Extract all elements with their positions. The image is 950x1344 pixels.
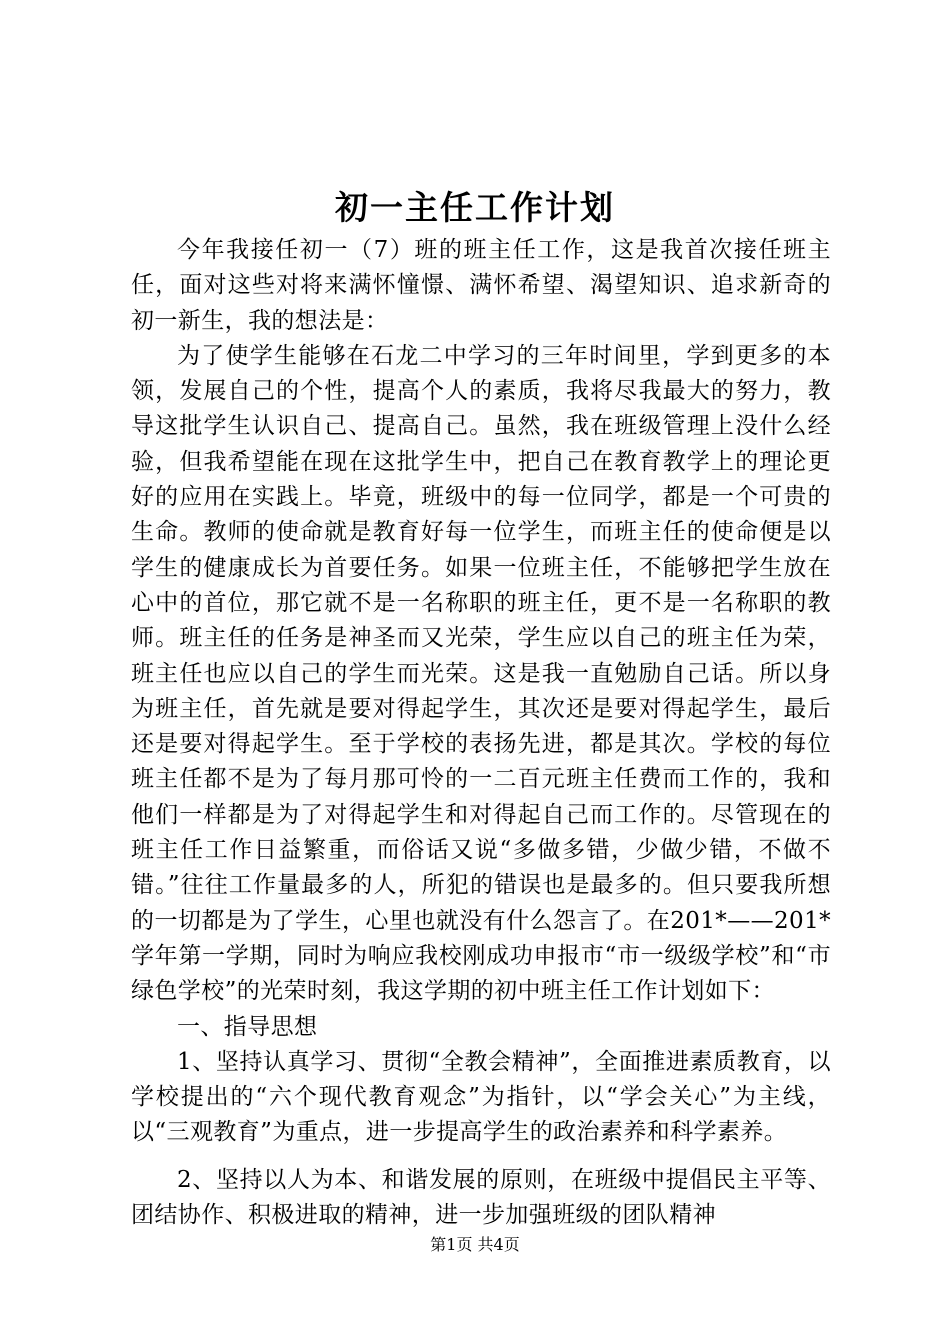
document-body xyxy=(131,233,831,1233)
paragraph-item-1: 1、坚持认真学习、贯彻“全教会精神”，全面推进素质教育，以学校提出的“六个现代教育观念”为指针，以“学会关心”为主线，以“三观教育”为重点，进一步提高学生的政治素养和科学素养。 xyxy=(131,1048,831,1146)
paragraph-main: 为了使学生能够在石龙二中学习的三年时间里，学到更多的本领，发展自己的个性，提高个人的素质，我将尽我最大的努力，教导这批学生认识自己、提高自己。虽然，我在班级管理上没什么经验，但我希望能在现在这批学生中，把自己在教育教学上的理论更好的应用在实践上。毕竟，班级中的每一位同学，都是一个可贵的生命。教师的使命就是教育好每一位学生，而班主任的使命便是以学生的健康成长为首要任务。如果一位班主任，不能够把学生放在心中的首位，那它就不是一名称职的班主任，更不是一名称职的教师。班主任的任务是神圣而又光荣，学生应以自己的班主任为荣，班主任也应以自己的学生而光荣。这是我一直勉励自己话。所以身为班主任，首先就是要对得起学生，其次还是要对得起学生，最后还是要对得起学生。至于学校的表扬先进，都是其次。学校的每位班主任都不是为了每月那可怜的一二百元班主任费而工作的，我和他们一样都是为了对得起学生和对得起自己而工作的。尽管现在的班主任工作日益繁重，而俗话又说“多做多错，少做少错，不做不错。”往往工作量最多的人，所犯的错误也是最多的。但只要我所想的一切都是为了学生，心里也就没有什么怨言了。在201*——201*学年第一学期，同时为响应我校刚成功申报市“市一级级学校”和“市绿色学校”的光荣时刻，我这学期的初中班主任工作计划如下： xyxy=(131,342,831,1005)
section-heading-guiding-ideology: 一、指导思想 xyxy=(177,1013,318,1040)
paragraph-item-2: 2、坚持以人为本、和谐发展的原则，在班级中提倡民主平等、团结协作、积极进取的精神，进一步加强班级的团队精神 xyxy=(131,1166,831,1229)
page-number-footer: 第1页 共4页 xyxy=(430,1235,520,1254)
paragraph-intro: 今年我接任初一（7）班的班主任工作，这是我首次接任班主任，面对这些对将来满怀憧憬、满怀希望、渴望知识、追求新奇的初一新生，我的想法是： xyxy=(131,237,831,334)
document-title: 初一主任工作计划 xyxy=(335,188,615,227)
